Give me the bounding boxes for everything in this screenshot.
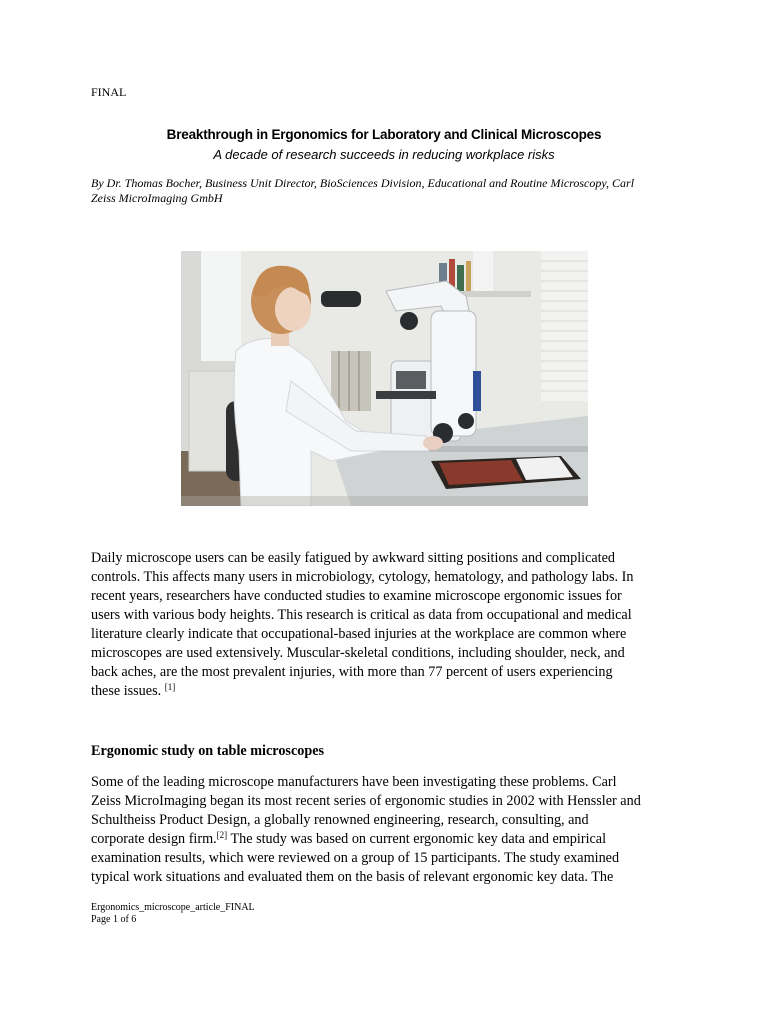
paragraph-line: recent years, researchers have conducted studies to examine microscope ergonomic issues for <box>91 588 622 604</box>
reference-marker[interactable]: [2] <box>216 830 228 840</box>
article-title: Breakthrough in Ergonomics for Laboratory and Clinical Microscopes <box>166 127 602 142</box>
page-footer <box>91 902 255 926</box>
byline <box>91 176 691 206</box>
section-heading: Ergonomic study on table microscopes <box>91 743 325 759</box>
paragraph-text: these issues. <box>91 683 165 699</box>
reference-marker[interactable]: [1] <box>164 682 176 692</box>
paragraph-line: Some of the leading microscope manufacturers have been investigating these problems. Carl <box>91 774 617 790</box>
document-status: FINAL <box>91 85 127 99</box>
byline-line: By Dr. Thomas Bocher, Business Unit Director, BioSciences Division, Educational and Routine Microscopy, Carl <box>91 176 635 190</box>
paragraph-line: microscopes are used extensively. Muscular-skeletal conditions, including shoulder, neck, and <box>91 645 625 661</box>
paragraph-line: examination results, which were reviewed on a group of 15 participants. The study examined <box>91 850 620 866</box>
paragraph-line: controls. This affects many users in microbiology, cytology, hematology, and pathology labs. In <box>91 569 634 585</box>
paragraph-line: typical work situations and evaluated them on the basis of relevant ergonomic key data. The <box>91 869 614 885</box>
study-paragraph <box>91 773 691 887</box>
paragraph-text: corporate design firm. <box>91 831 217 847</box>
paragraph-line: back aches, are the most prevalent injuries, with more than 77 percent of users experiencing <box>91 664 613 680</box>
article-subtitle: A decade of research succeeds in reducing workplace risks <box>213 147 555 162</box>
intro-paragraph <box>91 549 691 701</box>
paragraph-text: The study was based on current ergonomic key data and empirical <box>227 831 607 847</box>
footer-page-number: Page 1 of 6 <box>91 914 137 925</box>
paragraph-line: Zeiss MicroImaging began its most recent series of ergonomic studies in 2002 with Henssler and <box>91 793 641 809</box>
paragraph-line: Schultheiss Product Design, a globally renowned engineering, research, consulting, and <box>91 812 589 828</box>
paragraph-line: users with various body heights. This research is critical as data from occupational and medical <box>91 607 632 623</box>
paragraph-line <box>91 682 691 701</box>
lab-photo <box>181 251 588 506</box>
paragraph-line <box>91 830 691 849</box>
byline-line: Zeiss MicroImaging GmbH <box>91 191 223 205</box>
footer-filename: Ergonomics_microscope_article_FINAL <box>91 902 255 913</box>
paragraph-line: Daily microscope users can be easily fatigued by awkward sitting positions and complicated <box>91 550 616 566</box>
paragraph-line: literature clearly indicate that occupational-based injuries at the workplace are common where <box>91 626 627 642</box>
